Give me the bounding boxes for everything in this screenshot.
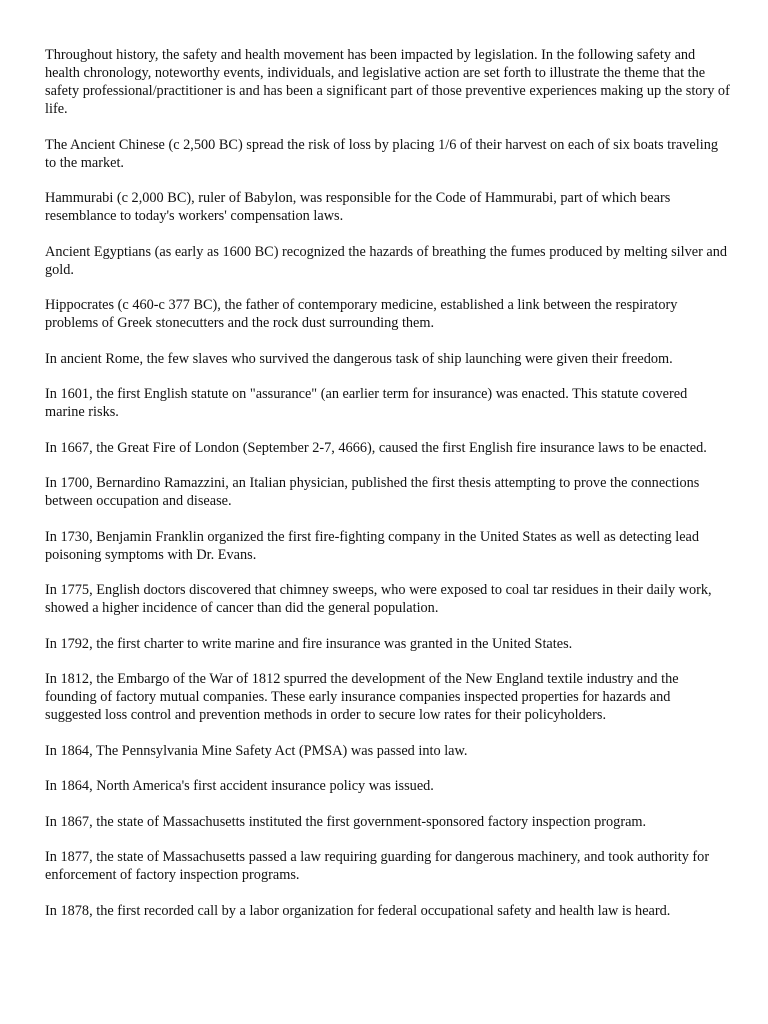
paragraph-1864-pmsa: In 1864, The Pennsylvania Mine Safety Act (PMSA) was passed into law.	[45, 742, 468, 759]
paragraph-1730: In 1730, Benjamin Franklin organized the first fire-fighting company in the United States as well as detecting lead poisoning symptoms with Dr. Evans.	[45, 528, 700, 563]
paragraph-1700: In 1700, Bernardino Ramazzini, an Italian physician, published the first thesis attempting to prove the connections between occupation and disease.	[45, 475, 700, 509]
paragraph-hippocrates: Hippocrates (c 460-c 377 BC), the father of contemporary medicine, established a link between the respiratory problems of Greek stonecutters and the rock dust surrounding them.	[45, 297, 678, 331]
paragraph-ancient-rome: In ancient Rome, the few slaves who survived the dangerous task of ship launching were given their freedom.	[45, 350, 673, 367]
paragraph-1878: In 1878, the first recorded call by a labor organization for federal occupational safety and health law is heard.	[45, 902, 671, 919]
paragraph-1864-accident-insurance: In 1864, North America's first accident insurance policy was issued.	[45, 778, 434, 794]
paragraph-ancient-egyptians: Ancient Egyptians (as early as 1600 BC) recognized the hazards of breathing the fumes produced by melting silver and gold.	[45, 243, 728, 278]
paragraph-1812: In 1812, the Embargo of the War of 1812 spurred the development of the New England textile industry and the founding of factory mutual companies. These early insurance companies inspected properties for hazards and suggested loss control and prevention methods in order to secure low rates for their policyholders.	[45, 671, 679, 723]
paragraph-1601: In 1601, the first English statute on "assurance" (an earlier term for insurance) was enacted. This statute covered marine risks.	[45, 386, 688, 420]
paragraph-1667: In 1667, the Great Fire of London (September 2-7, 4666), caused the first English fire insurance laws to be enacted.	[45, 439, 707, 456]
paragraph-1792: In 1792, the first charter to write marine and fire insurance was granted in the United States.	[45, 635, 573, 652]
paragraph-1775: In 1775, English doctors discovered that chimney sweeps, who were exposed to coal tar residues in their daily work, showed a higher incidence of cancer than did the general population.	[45, 582, 712, 616]
document-body	[45, 46, 730, 937]
paragraph-1877: In 1877, the state of Massachusetts passed a law requiring guarding for dangerous machinery, and took authority for enforcement of factory inspection programs.	[45, 849, 710, 883]
paragraph-1867: In 1867, the state of Massachusetts instituted the first government-sponsored factory inspection program.	[45, 813, 647, 830]
paragraph-hammurabi: Hammurabi (c 2,000 BC), ruler of Babylon, was responsible for the Code of Hammurabi, part of which bears resemblance to today's workers' compensation laws.	[45, 190, 671, 224]
paragraph-intro: Throughout history, the safety and health movement has been impacted by legislation. In the following safety and health chronology, noteworthy events, individuals, and legislative action are set forth to illustrate the theme that the safety professional/practitioner is and has been a significant part of those preventive experiences making up the story of life.	[45, 47, 730, 117]
paragraph-ancient-chinese: The Ancient Chinese (c 2,500 BC) spread the risk of loss by placing 1/6 of their harvest on each of six boats traveling to the market.	[45, 136, 718, 171]
